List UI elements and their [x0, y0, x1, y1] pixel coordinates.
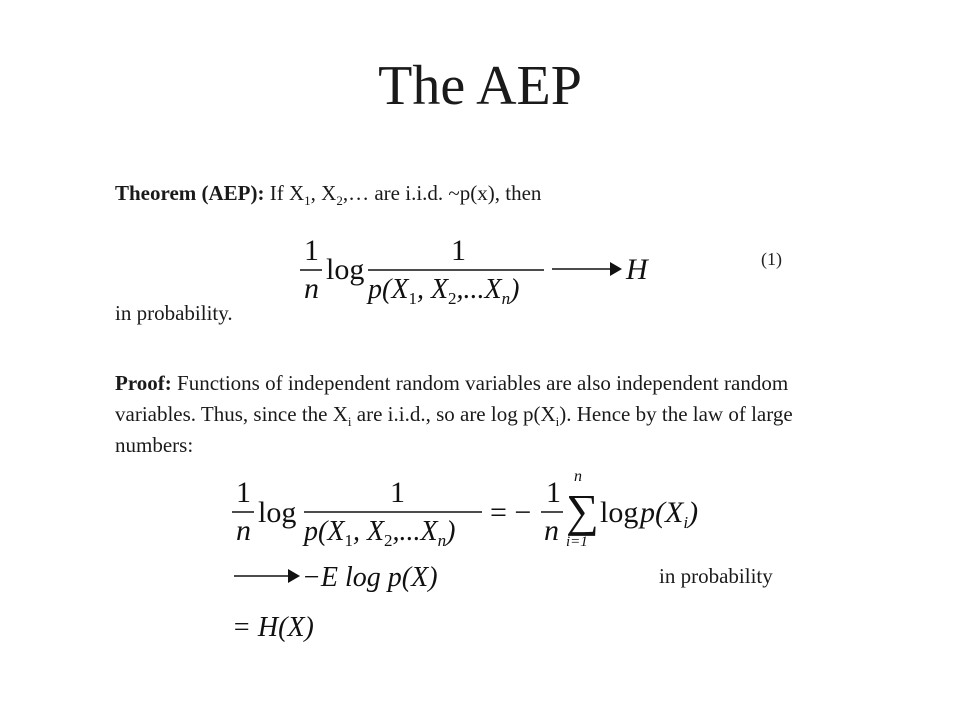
theorem-statement [115, 178, 541, 209]
eq2-sum-top: n [574, 468, 582, 485]
eq1-log: log [326, 253, 365, 286]
eq2-arrow-head [288, 569, 300, 583]
proof-paragraph [115, 368, 915, 461]
equation-1 [290, 222, 690, 312]
slide-title: The AEP [378, 55, 582, 117]
eq1-tag: (1) [761, 249, 782, 269]
eq2-numerator: 1 [390, 476, 405, 509]
eq2-equals-minus: = − [490, 496, 532, 529]
equation-2 [228, 468, 748, 548]
equation-2-line-2 [228, 556, 488, 596]
theorem-text-a: If X [264, 181, 305, 205]
proof-line-3: numbers: [115, 433, 194, 457]
eq2-denominator: $p(X_1$, $X_2,...X_n$) [304, 516, 456, 548]
theorem-sub1: 1 [304, 193, 311, 209]
eq2-sum-sign: ∑ [566, 485, 599, 536]
eq2-rhs-one: 1 [546, 476, 561, 509]
eq1-arrow-head [610, 262, 622, 276]
eq1-one: 1 [304, 234, 319, 267]
eq2-in-probability: in probability [659, 564, 773, 588]
eq2-sum-bottom: i=1 [566, 534, 588, 548]
proof-label: Proof: [115, 371, 172, 395]
proof-line-1: Proof: Functions of independent random variables are also independent random [115, 371, 789, 395]
theorem-label: Theorem (AEP): [115, 181, 265, 205]
eq1-n: n [304, 272, 319, 305]
eq2-one: 1 [236, 476, 251, 509]
eq1-limit: H [626, 253, 648, 286]
equation-2-line-3 [228, 606, 388, 646]
eq2-sum-term: $p(X_i)$ [640, 496, 699, 532]
eq2-log: log [258, 496, 297, 529]
eq2-line3-expr: = H(X) [232, 612, 314, 643]
eq1-denominator: $p(X_1$, $X_2,...X_n$) [368, 274, 520, 308]
proof-line-2: variables. Thus, since the $X_i$ are i.i.d., so are $\log p(X_i)$. Hence by the law of large [115, 402, 793, 430]
theorem-sub2: 2 [336, 193, 343, 209]
theorem-text-b: , X [310, 181, 337, 205]
eq2-n: n [236, 514, 251, 547]
in-probability-note: in probability. [115, 301, 233, 325]
eq1-numerator: 1 [451, 234, 466, 267]
eq2-line2-expr: −E log p(X) [302, 562, 438, 593]
theorem-text-c: ,… are i.i.d. ~p(x), then [342, 181, 542, 205]
eq2-sum-log: log [600, 496, 639, 529]
eq2-rhs-n: n [544, 514, 559, 547]
